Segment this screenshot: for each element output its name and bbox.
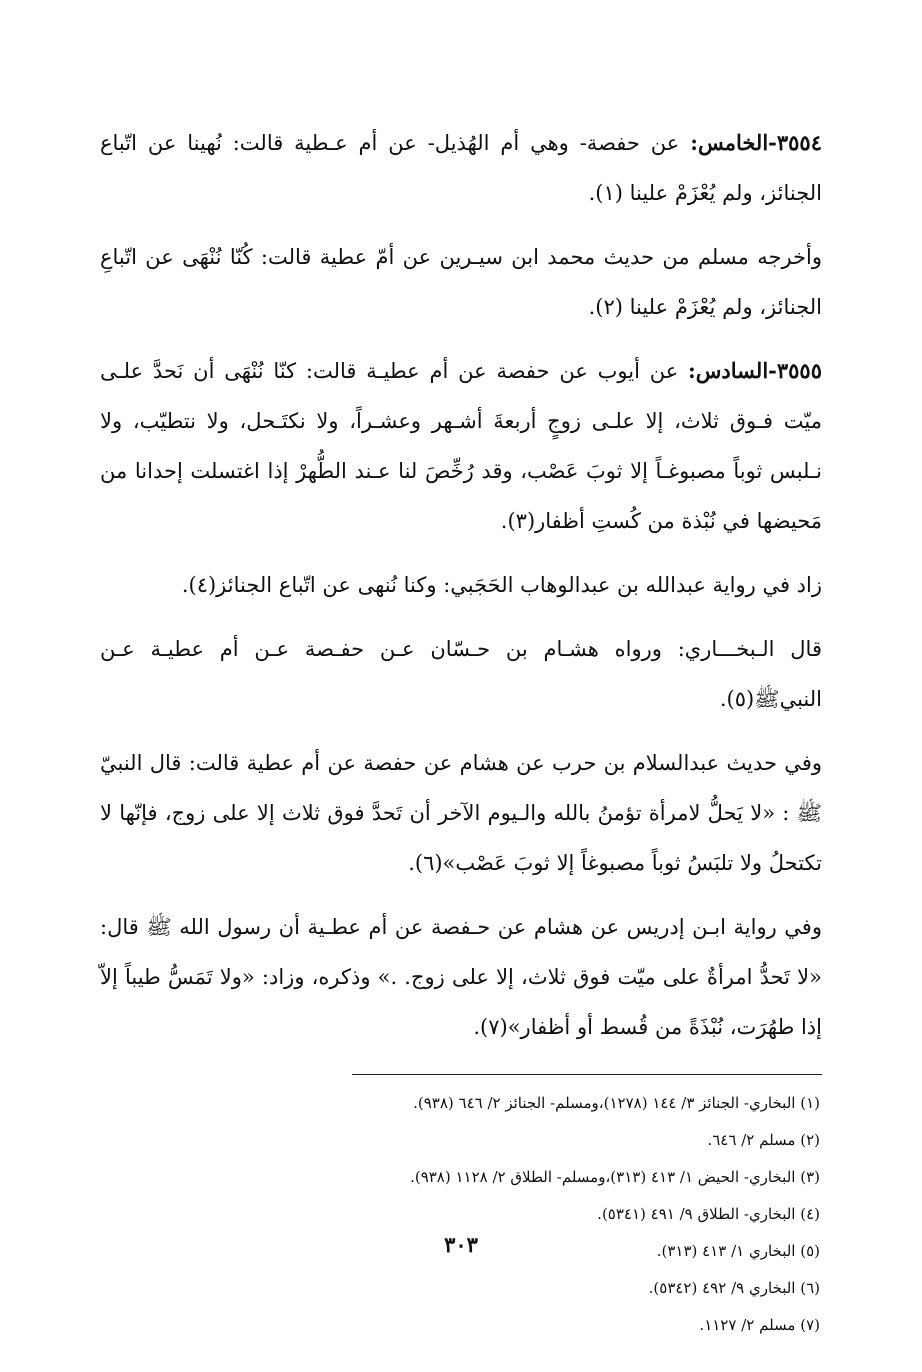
paragraph-text: وأخرجه مسلم من حديث محمد ابن سيـرين عن أمّ عطية قالت: كُنّا نُنْهَى عن اتّباعِ الجنائز، ولم يُعْزَمْ علينا (٢). (100, 245, 822, 319)
paragraph-muslim-narration (100, 232, 822, 332)
hadith-number: ٣٥٥٤- (768, 130, 822, 155)
paragraph-text: قال الـبخـــاري: ورواه هشـام بن حـسّان عـن حفـصة عـن أم عطيـة عـن النبيﷺ(٥). (100, 637, 822, 711)
paragraph-bukhari-note (100, 624, 822, 724)
footnotes (100, 1085, 822, 1344)
paragraph-ibn-idris-narration (100, 902, 822, 1052)
paragraph-3555 (100, 346, 822, 546)
footnote-6: (٦) البخاري ٩/ ٤٩٢ (٥٣٤٢). (648, 1279, 820, 1297)
page-number: ٣٠٣ (444, 1232, 478, 1257)
paragraph-text: وفي رواية ابـن إدريس عن هشام عن حـفصة عن أم عطـية أن رسول الله ﷺ قال: «لا تَحدُّ امرأةٌ على ميّت فوق ثلاث، إلا على زوج. .» وذكره، وزاد: «ولا تَمَسُّ طيباً إلاّ إذا طهُرَت، نُبْذَةً من قُسط أو أظفار»(٧). (100, 915, 822, 1039)
main-text (100, 118, 822, 1052)
paragraph-abdussalam-narration (100, 738, 822, 888)
footnote-1: (١) البخاري- الجنائز ٣/ ١٤٤ (١٢٧٨)،ومسلم- الجنائز ٢/ ٦٤٦ (٩٣٨). (413, 1094, 820, 1112)
paragraph-3554 (100, 118, 822, 218)
paragraph-text: عن حفصة- وهي أم الهُذيل- عن أم عـطية قالت: نُهينا عن اتّباع الجنائز، ولم يُعْزَمْ علينا (١). (100, 131, 822, 205)
footnote-3: (٣) البخاري- الحيض ١/ ٤١٣ (٣١٣)،ومسلم- الطلاق ٢/ ١١٢٨ (٩٣٨). (410, 1168, 820, 1186)
footnote-2: (٢) مسلم ٢/ ٦٤٦. (707, 1131, 820, 1149)
footnote-5: (٥) البخاري ١/ ٤١٣ (٣١٣). (656, 1242, 820, 1260)
paragraph-text: زاد في رواية عبدالله بن عبدالوهاب الحَجَبي: وكنا نُنهى عن اتّباع الجنائز(٤). (181, 573, 822, 597)
paragraph-text: وفي حديث عبدالسلام بن حرب عن هشام عن حفصة عن أم عطية قالت: قال النبيّ ﷺ : «لا يَحلُّ لامرأة تؤمنُ بالله والـيوم الآخر أن تَحدَّ فوق ثلاث إلا على زوج، فإنّها لا تكتحلُ ولا تلبَسُ ثوباً مصبوغاً إلا ثوبَ عَصْب»(٦). (100, 751, 822, 875)
hadith-heading: الخامس: (690, 130, 769, 155)
paragraph-text: عن أيوب عن حفصة عن أم عطيـة قالت: كنّا نُنْهَى أن نَحدَّ علـى ميّت فـوق ثلاث، إلا علـى زوجٍ أربعةَ أشـهر وعشـراً، ولا نكتَـحل، ولا نتطيّب، ولا نـلبس ثوباً مصبوغـاً إلا ثوبَ عَصْب، وقد رُخِّصَ لنا عـند الطُّهرْ إذا اغتسلت إحدانا من مَحيضها في نُبْذة من كُستِ أظفار(٣). (100, 359, 822, 533)
paragraph-hajabi-addition (100, 560, 822, 610)
footnote-7: (٧) مسلم ٢/ ١١٢٧. (699, 1316, 820, 1334)
footnote-separator (352, 1074, 822, 1075)
footnote-4: (٤) البخاري- الطلاق ٩/ ٤٩١ (٥٣٤١). (597, 1205, 820, 1223)
hadith-heading: السادس: (688, 358, 769, 383)
hadith-number: ٣٥٥٥- (768, 358, 822, 383)
